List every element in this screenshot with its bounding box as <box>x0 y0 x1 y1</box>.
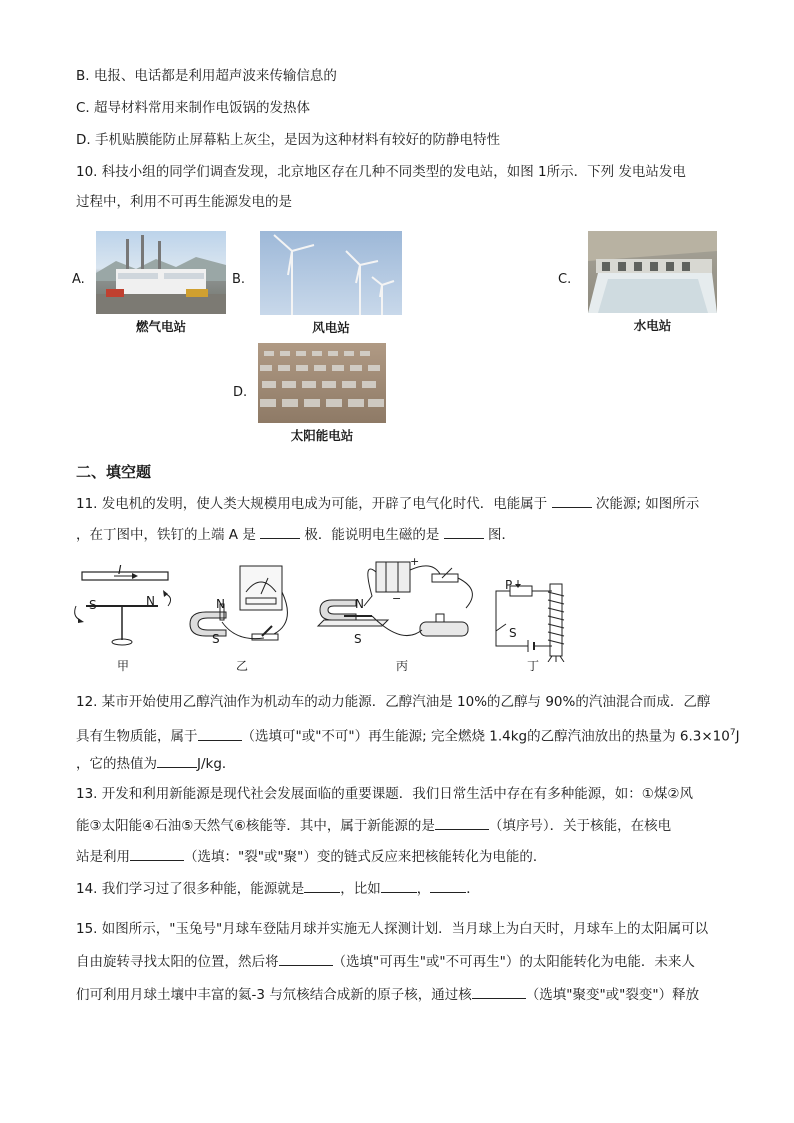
solar-power-station-photo <box>258 343 386 423</box>
jia-label: 甲 <box>117 659 130 673</box>
jia-n-label: N <box>146 594 155 608</box>
q12-line1: 12. 某市开始使用乙醇汽油作为机动车的动力能源．乙醇汽油是 10%的乙醇与 90%的汽油混合而成．乙醇 <box>76 694 711 710</box>
q12-text-c: J <box>735 728 740 745</box>
q14-text-d: ． <box>466 881 480 897</box>
option-c-caption: 水电站 <box>633 318 672 333</box>
option-d-text: D. 手机贴膜能防止屏幕粘上灰尘，是因为这种材料有较好的防静电特性 <box>76 132 500 148</box>
q15-text-b: （选填"可再生"或"不可再生"）的太阳能转化为电能．未来人 <box>332 954 695 970</box>
q15-blank-1[interactable] <box>279 951 333 966</box>
q13-text-a: 能③太阳能④石油⑤天然气⑥核能等．其中，属于新能源的是 <box>76 818 435 834</box>
option-b-caption: 风电站 <box>312 320 350 335</box>
q14-blank-1[interactable] <box>304 878 340 893</box>
diagram-bing <box>312 556 484 660</box>
q11-text-d: 极．能说明电生磁的是 <box>304 527 440 543</box>
q14-blank-2[interactable] <box>381 878 417 893</box>
q12-blank-1[interactable] <box>198 726 242 741</box>
q12-exponent: 7 <box>729 728 736 738</box>
option-c-letter: C. <box>558 272 572 287</box>
q10-line1: 10. 科技小组的同学们调查发现，北京地区存在几种不同类型的发电站，如图 1所示．下列 发电站发电 <box>76 164 686 180</box>
yi-n-label: N <box>216 597 225 611</box>
q15-text-a: 自由旋转寻找太阳的位置，然后将 <box>76 954 279 970</box>
q13-text-b: （填序号）．关于核能，在核电 <box>488 818 672 834</box>
q11-line2 <box>76 524 716 545</box>
q15-line3 <box>76 984 716 1005</box>
ding-p-label: P <box>505 578 513 592</box>
q14-text-c: ， <box>416 881 431 897</box>
q10-line2: 过程中，利用不可再生能源发电的是 <box>76 194 292 210</box>
ding-s-label: S <box>509 626 517 640</box>
q15-text-d: （选填"聚变"或"裂变"）释放 <box>525 987 700 1003</box>
q11-text-c: ，在丁图中，铁钉的上端 A 是 <box>76 527 256 543</box>
q14-text-b: ，比如 <box>340 881 381 897</box>
gas-power-station-photo <box>96 231 226 314</box>
q13-line3 <box>76 846 716 867</box>
q11-blank-1[interactable] <box>552 493 592 508</box>
option-d-letter: D. <box>233 385 248 400</box>
q11-text-b: 次能源; 如图所示 <box>595 496 700 512</box>
bing-plus-label: + <box>410 555 420 568</box>
q14-line <box>76 878 716 899</box>
section-title: 二、填空题 <box>76 463 152 481</box>
option-b-text: B. 电报、电话都是利用超声波来传输信息的 <box>76 68 337 84</box>
bing-s-label: S <box>354 632 362 646</box>
yi-s-label: S <box>212 632 220 646</box>
q12-text-e: J/kg． <box>197 756 236 772</box>
bing-label: 丙 <box>396 659 409 673</box>
q13-blank-1[interactable] <box>435 815 489 830</box>
option-d-caption: 太阳能电站 <box>290 428 354 443</box>
q13-text-c: 站是利用 <box>76 849 130 865</box>
q12-line2 <box>76 723 740 747</box>
q15-line1: 15. 如图所示，"玉兔号"月球车登陆月球并实施无人探测计划．当月球上为白天时，月球车上的太阳属可以 <box>76 921 709 937</box>
option-c-text: C. 超导材料常用来制作电饭锅的发热体 <box>76 100 311 116</box>
yi-label: 乙 <box>236 659 249 673</box>
option-a-caption: 燃气电站 <box>135 319 186 334</box>
q13-line1: 13. 开发和利用新能源是现代社会发展面临的重要课题．我们日常生活中存在有多种能源，如：①煤②风 <box>76 786 693 802</box>
q11-text-a: 11. 发电机的发明，使人类大规模用电成为可能，开辟了电气化时代．电能属于 <box>76 496 548 512</box>
jia-current-label: I <box>118 563 122 577</box>
q13-blank-2[interactable] <box>130 846 184 861</box>
diagram-yi <box>186 562 296 660</box>
q12-text-b: （选填可"或"不可"）再生能源; 完全燃烧 1.4kg的乙醇汽油放出的热量为 6.3×10 <box>241 728 730 745</box>
q13-text-d: （选填："裂"或"聚"）变的链式反应来把核能转化为电能的． <box>184 849 547 865</box>
option-a-letter: A. <box>72 272 85 287</box>
q11-text-e: 图． <box>488 527 516 543</box>
q14-blank-3[interactable] <box>430 878 466 893</box>
q11-blank-3[interactable] <box>444 524 484 539</box>
diagram-ding <box>490 576 576 662</box>
q11-line1 <box>76 493 716 514</box>
bing-n-label: N <box>355 597 364 611</box>
wind-power-station-photo <box>260 231 402 315</box>
q13-line2 <box>76 815 716 836</box>
q12-blank-2[interactable] <box>157 753 197 768</box>
q14-text-a: 14. 我们学习过了很多种能，能源就是 <box>76 881 305 897</box>
q11-blank-2[interactable] <box>260 524 300 539</box>
ding-label: 丁 <box>527 659 540 673</box>
jia-s-label: S <box>89 598 97 612</box>
bing-minus-label: − <box>392 592 402 605</box>
q15-text-c: 们可利用月球土壤中丰富的氦-3 与氘核结合成新的原子核，通过核 <box>76 987 472 1003</box>
q12-line3 <box>76 753 716 774</box>
q12-text-d: ，它的热值为 <box>76 756 157 772</box>
q12-text-a: 具有生物质能，属于 <box>76 728 198 745</box>
q15-blank-2[interactable] <box>472 984 526 999</box>
q15-line2 <box>76 951 716 972</box>
hydro-power-station-photo <box>588 231 717 313</box>
option-b-letter: B. <box>232 272 246 287</box>
